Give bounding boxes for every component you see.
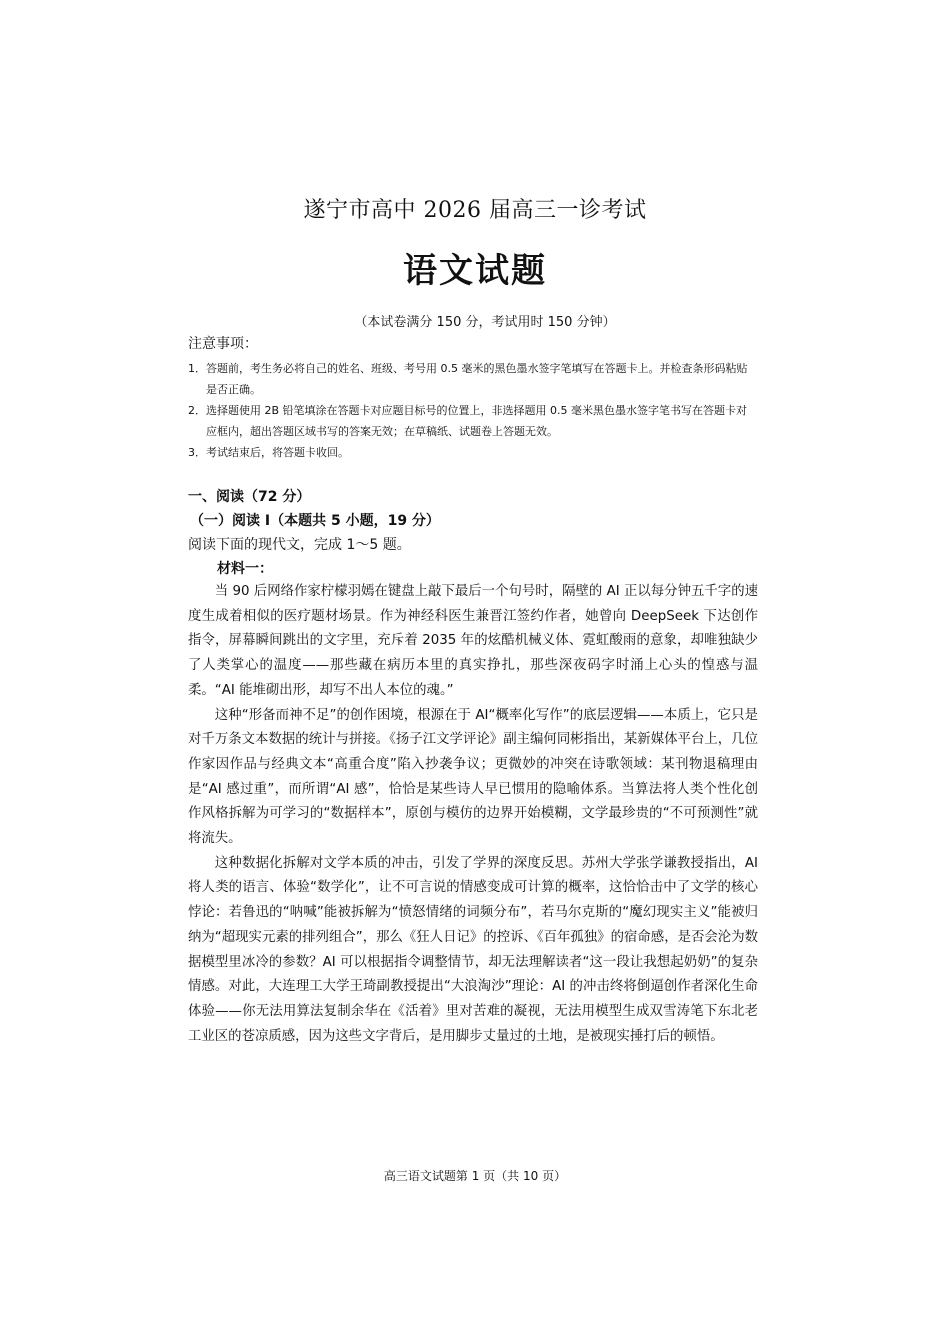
subsection-title: （一）阅读 I（本题共 5 小题，19 分） xyxy=(190,513,440,529)
reading-instruction: 阅读下面的现代文，完成 1～5 题。 xyxy=(188,537,411,553)
exam-title: 遂宁市高中 2026 届高三一诊考试 xyxy=(303,198,647,223)
note-item: 3．考试结束后，将答题卡收回。 xyxy=(188,446,349,459)
material-label: 材料一： xyxy=(217,561,273,577)
article-paragraph: 当 90 后网络作家柠檬羽嫣在键盘上敲下最后一个句号时，隔壁的 AI 正以每分钟五千字的速度生成着相似的医疗题材场景。作为神经科医生兼晋江签约作者，她曾向 DeepSeek 下达创作指令，屏幕瞬间跳出的文字里，充斥着 2035 年的炫酷机械义体、霓虹酸雨的意象，却唯独缺少了人类掌心的温度——那些藏在病历本里的真实挣扎，那些深夜码字时涌上心头的惶惑与温柔。“AI 能堆砌出形，却写不出人本位的魂。” xyxy=(188,584,758,698)
article-paragraph: 这种数据化拆解对文学本质的冲击，引发了学界的深度反思。苏州大学张学谦教授指出，AI 将人类的语言、体验“数学化”，让不可言说的情感变成可计算的概率，这恰恰击中了文学的核心悖论：若鲁迅的“呐喊”能被拆解为“愤怒情绪的词频分布”，若马尔克斯的“魔幻现实主义”能被归纳为“超现实元素的排列组合”，那么《狂人日记》的控诉、《百年孤独》的宿命感，是否会沦为数据模型里冰冷的参数？AI 可以根据指令调整情节，却无法理解读者“这一段让我想起奶奶”的复杂情感。对此，大连理工大学王琦副教授提出“大浪淘沙”理论：AI 的冲击终将倒逼创作者深化生命体验——你无法用算法复制余华在《活着》里对苦难的凝视，无法用模型生成双雪涛笔下东北老工业区的苍凉质感，因为这些文字背后，是用脚步丈量过的土地，是被现实捶打后的顿悟。 xyxy=(188,855,758,1044)
article-paragraph: 这种“形备而神不足”的创作困境，根源在于 AI“概率化写作”的底层逻辑——本质上，它只是对千万条文本数据的统计与拼接。《扬子江文学评论》副主编何同彬指出，某新媒体平台上，几位作家因作品与经典文本“高重合度”陷入抄袭争议；更微妙的冲突在诗歌领域：某刊物退稿理由是“AI 感过重”，而所谓“AI 感”，恰恰是某些诗人早已惯用的隐喻体系。当算法将人类个性化创作风格拆解为可学习的“数据样本”，原创与模仿的边界开始模糊，文学最珍贵的“不可预测性”就将流失。 xyxy=(188,707,758,847)
page-footer: 高三语文试题第 1 页（共 10 页） xyxy=(383,1169,567,1183)
notes-list xyxy=(188,358,758,463)
article-body xyxy=(188,580,758,1049)
note-item: 2．选择题使用 2B 铅笔填涂在答题卡对应题目标号的位置上，非选择题用 0.5 毫米黑色墨水签字笔书写在答题卡对应框内，超出答题区域书写的答案无效；在草稿纸、试题卷上答题无效。 xyxy=(188,404,748,438)
subject-title: 语文试题 xyxy=(403,251,547,291)
exam-meta: （本试卷满分 150 分，考试用时 150 分钟） xyxy=(354,315,616,330)
note-item: 1．答题前，考生务必将自己的姓名、班级、考号用 0.5 毫米的黑色墨水签字笔填写在答题卡上。并检查条形码粘贴是否正确。 xyxy=(188,362,748,396)
notes-title: 注意事项： xyxy=(188,336,258,352)
section-title: 一、阅读（72 分） xyxy=(188,489,311,505)
